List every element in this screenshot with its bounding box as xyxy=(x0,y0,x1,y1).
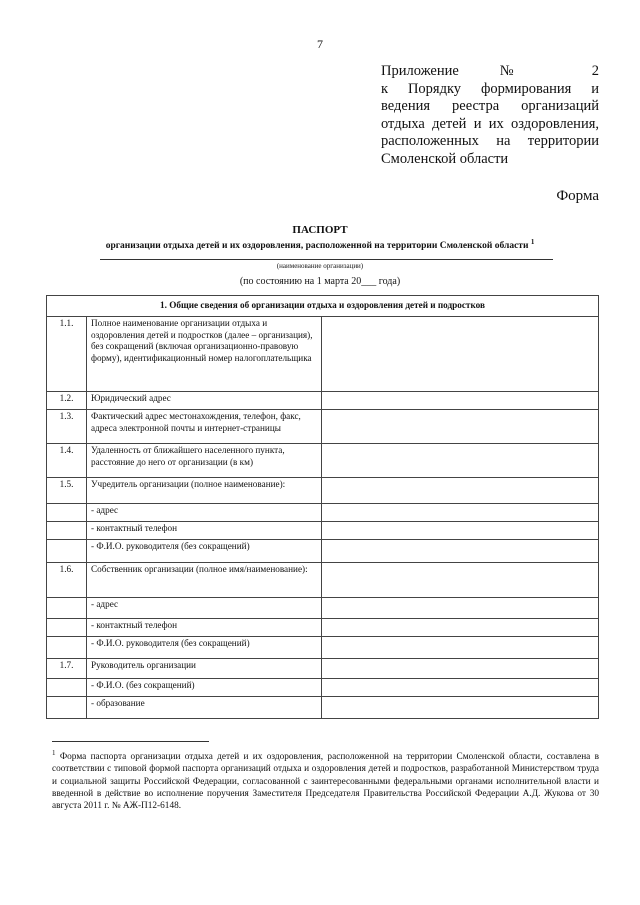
footnote-mark: 1 xyxy=(52,749,56,757)
table-row xyxy=(47,392,599,410)
row-label: Полное наименование организации отдыха и оздоровления детей и подростков (далее – организация), без сокращений (включая организационно-правовую форму), идентификационный номер налогоплательщика xyxy=(87,317,322,392)
row-label: - Ф.И.О. руководителя (без сокращений) xyxy=(87,540,322,563)
passport-table-body xyxy=(47,296,599,719)
row-number xyxy=(47,598,87,619)
row-label: - контактный телефон xyxy=(87,522,322,540)
row-value-field[interactable] xyxy=(322,540,599,563)
row-label: Собственник организации (полное имя/наименование): xyxy=(87,563,322,598)
row-number: 1.3. xyxy=(47,410,87,444)
footnote-divider xyxy=(52,741,209,742)
row-number: 1.2. xyxy=(47,392,87,410)
row-label: - Ф.И.О. (без сокращений) xyxy=(87,679,322,697)
appendix-line: ведения реестра организаций xyxy=(381,98,599,114)
table-row xyxy=(47,637,599,659)
row-number: 1.5. xyxy=(47,478,87,504)
row-label: Фактический адрес местонахождения, телефон, факс, адреса электронной почты и интернет-страницы xyxy=(87,410,322,444)
table-row xyxy=(47,563,599,598)
row-label: - адрес xyxy=(87,598,322,619)
row-label: Юридический адрес xyxy=(87,392,322,410)
footnote-text: Форма паспорта организации отдыха детей и их оздоровления, расположенной на территории Смоленской области, составлена в соответствии с типовой формой паспорта организаций отдыха и оздоровления детей и подростков, разработанной Министерством труда и социальной защиты Российской Федерации, согласованной с заинтересованными федеральными органами исполнительной власти и введенной в действие во исполнение поручения Заместителя Председателя Правительства Российской Федерации А.Д. Жукова от 30 августа 2011 г. № АЖ-П12-6148. xyxy=(52,752,599,812)
table-row xyxy=(47,697,599,719)
document-subtitle xyxy=(40,238,600,251)
appendix-header xyxy=(381,63,599,168)
row-label: - образование xyxy=(87,697,322,719)
row-value-field[interactable] xyxy=(322,444,599,478)
table-row xyxy=(47,659,599,679)
row-number xyxy=(47,522,87,540)
row-value-field[interactable] xyxy=(322,504,599,522)
document-title: ПАСПОРТ xyxy=(292,224,348,236)
state-date-line: (по состоянию на 1 марта 20___ года) xyxy=(239,276,401,287)
row-label: - Ф.И.О. руководителя (без сокращений) xyxy=(87,637,322,659)
table-row xyxy=(47,598,599,619)
subtitle-text: организации отдыха детей и их оздоровления, расположенной на территории Смоленской области xyxy=(105,241,529,252)
row-value-field[interactable] xyxy=(322,478,599,504)
row-label: - контактный телефон xyxy=(87,619,322,637)
table-row xyxy=(47,410,599,444)
row-value-field[interactable] xyxy=(322,598,599,619)
row-value-field[interactable] xyxy=(322,637,599,659)
organization-name-line xyxy=(100,259,553,260)
table-row xyxy=(47,679,599,697)
appendix-line: Приложение № 2 xyxy=(381,63,599,79)
page-number: 7 xyxy=(317,37,323,51)
row-number xyxy=(47,540,87,563)
row-value-field[interactable] xyxy=(322,563,599,598)
table-row xyxy=(47,504,599,522)
row-value-field[interactable] xyxy=(322,659,599,679)
appendix-line: отдыха детей и их оздоровления, xyxy=(381,115,599,132)
table-row xyxy=(47,478,599,504)
footnote xyxy=(52,747,599,813)
table-row xyxy=(47,522,599,540)
row-value-field[interactable] xyxy=(322,410,599,444)
row-label: Учредитель организации (полное наименование): xyxy=(87,478,322,504)
form-label: Форма xyxy=(556,188,599,204)
organization-name-caption: (наименование организации) xyxy=(276,262,364,270)
row-label: - адрес xyxy=(87,504,322,522)
section-title: 1. Общие сведения об организации отдыха и оздоровления детей и подростков xyxy=(47,296,599,317)
table-row xyxy=(47,540,599,563)
row-label: Удаленность от ближайшего населенного пункта, расстояние до него от организации (в км) xyxy=(87,444,322,478)
row-value-field[interactable] xyxy=(322,679,599,697)
table-row xyxy=(47,317,599,392)
row-value-field[interactable] xyxy=(322,619,599,637)
row-number xyxy=(47,679,87,697)
row-value-field[interactable] xyxy=(322,697,599,719)
passport-table xyxy=(46,295,599,719)
row-number xyxy=(47,504,87,522)
row-number xyxy=(47,637,87,659)
row-number: 1.1. xyxy=(47,317,87,392)
table-row xyxy=(47,619,599,637)
row-number xyxy=(47,619,87,637)
appendix-line: расположенных на территории xyxy=(381,133,599,149)
footnote-mark: 1 xyxy=(530,238,535,246)
table-row xyxy=(47,444,599,478)
row-value-field[interactable] xyxy=(322,317,599,392)
row-number: 1.4. xyxy=(47,444,87,478)
row-value-field[interactable] xyxy=(322,392,599,410)
row-label: Руководитель организации xyxy=(87,659,322,679)
row-value-field[interactable] xyxy=(322,522,599,540)
row-number: 1.7. xyxy=(47,659,87,679)
appendix-line: к Порядку формирования и xyxy=(381,80,599,97)
row-number xyxy=(47,697,87,719)
row-number: 1.6. xyxy=(47,563,87,598)
appendix-line: Смоленской области xyxy=(381,150,509,167)
section-header-row xyxy=(47,296,599,317)
